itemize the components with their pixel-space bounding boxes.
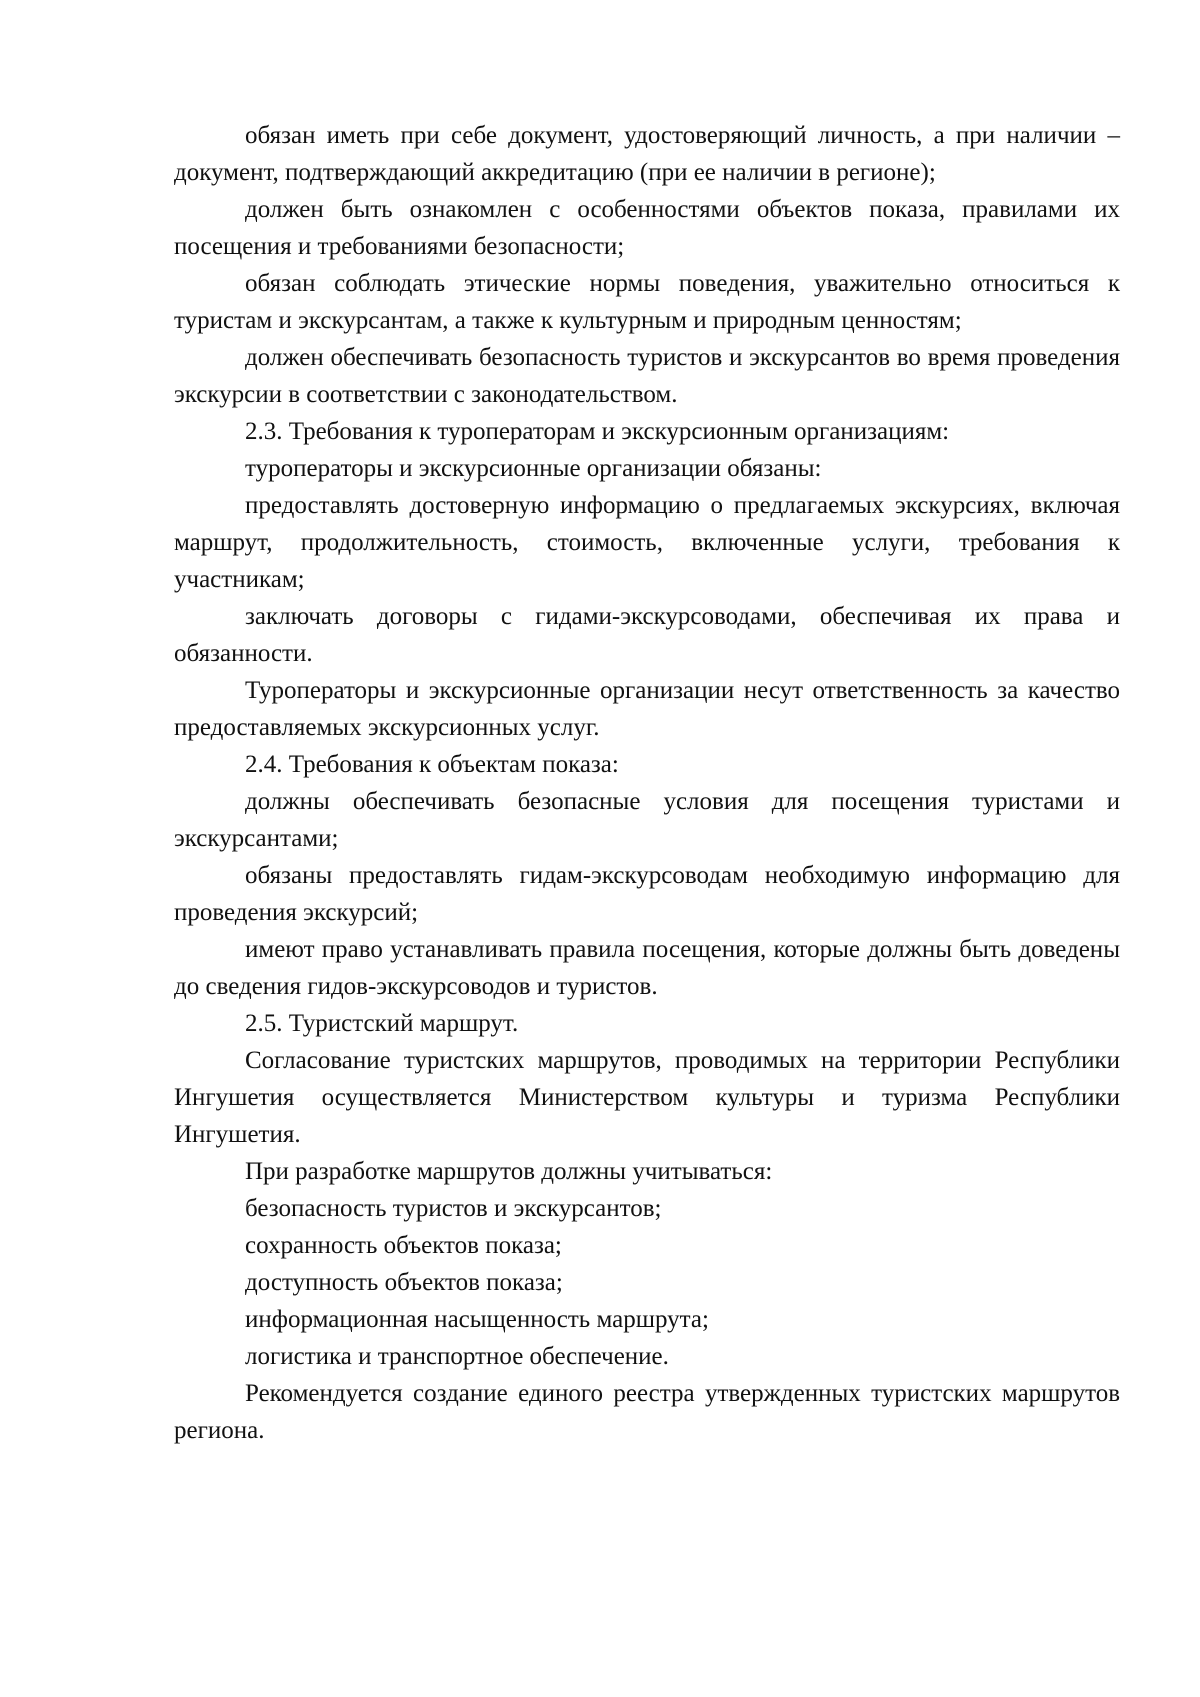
- document-page: [174, 117, 1120, 1449]
- list-item-logistics: логистика и транспортное обеспечение.: [245, 1343, 669, 1370]
- paragraph-route-considerations: При разработке маршрутов должны учитываться:: [245, 1158, 773, 1185]
- paragraph-guide-familiarity: должен быть ознакомлен с особенностями объектов показа, правилами их посещения и требованиями безопасности;: [174, 196, 1120, 260]
- list-item-information: информационная насыщенность маршрута;: [245, 1306, 709, 1333]
- section-heading-2-4: 2.4. Требования к объектам показа:: [245, 751, 619, 778]
- paragraph-operators-contracts: заключать договоры с гидами-экскурсоводами, обеспечивая их права и обязанности.: [174, 603, 1120, 667]
- paragraph-route-approval: Согласование туристских маршрутов, проводимых на территории Республики Ингушетия осуществляется Министерством культуры и туризма Республики Ингушетия.: [174, 1047, 1120, 1148]
- paragraph-objects-safety: должны обеспечивать безопасные условия для посещения туристами и экскурсантами;: [174, 788, 1120, 852]
- paragraph-guide-safety: должен обеспечивать безопасность туристов и экскурсантов во время проведения экскурсии в соответствии с законодательством.: [174, 344, 1120, 408]
- paragraph-guide-documents: обязан иметь при себе документ, удостоверяющий личность, а при наличии – документ, подтверждающий аккредитацию (при ее наличии в регионе);: [174, 122, 1120, 186]
- paragraph-guide-ethics: обязан соблюдать этические нормы поведения, уважительно относиться к туристам и экскурсантам, а также к культурным и природным ценностям;: [174, 270, 1120, 334]
- paragraph-operators-responsibility: Туроператоры и экскурсионные организации несут ответственность за качество предоставляемых экскурсионных услуг.: [174, 677, 1120, 741]
- section-heading-2-5: 2.5. Туристский маршрут.: [245, 1010, 519, 1037]
- list-item-preservation: сохранность объектов показа;: [245, 1232, 562, 1259]
- paragraph-operators-information: предоставлять достоверную информацию о предлагаемых экскурсиях, включая маршрут, продолжительность, стоимость, включенные услуги, требования к участникам;: [174, 492, 1120, 593]
- paragraph-objects-rules: имеют право устанавливать правила посещения, которые должны быть доведены до сведения гидов-экскурсоводов и туристов.: [174, 936, 1120, 1000]
- paragraph-operators-obliged: туроператоры и экскурсионные организации обязаны:: [245, 455, 822, 482]
- paragraph-objects-information: обязаны предоставлять гидам-экскурсоводам необходимую информацию для проведения экскурсий;: [174, 862, 1120, 926]
- paragraph-registry-recommendation: Рекомендуется создание единого реестра утвержденных туристских маршрутов региона.: [174, 1380, 1120, 1444]
- section-heading-2-3: 2.3. Требования к туроператорам и экскурсионным организациям:: [245, 418, 950, 445]
- list-item-safety: безопасность туристов и экскурсантов;: [245, 1195, 662, 1222]
- list-item-accessibility: доступность объектов показа;: [245, 1269, 563, 1296]
